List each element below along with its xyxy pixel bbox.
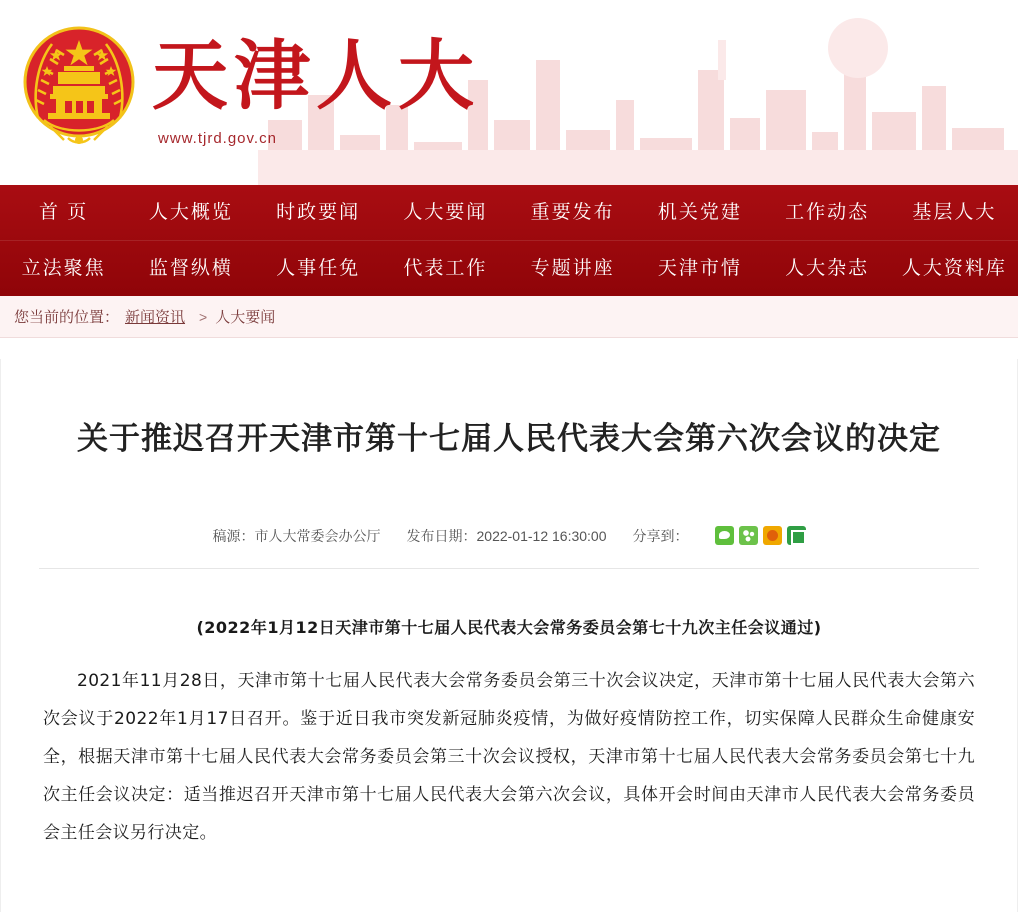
- nav-item-work-updates[interactable]: 工作动态: [785, 202, 870, 223]
- nav-item-supervision[interactable]: 监督纵横: [148, 258, 233, 279]
- national-emblem: [20, 22, 138, 152]
- article-meta: [39, 482, 979, 546]
- article-body: 2021年11月28日，天津市第十七届人民代表大会常务委员会第三十次会议决定，天津市第十七届人民代表大会第六次会议于2022年1月17日召开。鉴于近日我市突发新冠肺炎疫情，为做好疫情防控工作，切实保障人民群众生命健康安全，根据天津市第十七届人民代表大会常务委员会第三十次会议授权，天津市第十七届人民代表大会常务委员会第七十九次主任会议决定：适当推迟召开天津市第十七届人民代表大会第六次会议，具体开会时间由天津市人民代表大会常务委员会主任会议另行决定。: [43, 670, 975, 843]
- weibo-share-icon[interactable]: [739, 526, 758, 545]
- article-source-value: 市人大常委会办公厅: [254, 527, 381, 544]
- nav-row-primary: [0, 185, 1018, 240]
- wechat-share-icon[interactable]: [715, 526, 734, 545]
- main-navigation: [0, 185, 1018, 296]
- nav-item-magazine[interactable]: 人大杂志: [785, 258, 870, 279]
- nav-item-grassroots[interactable]: 基层人大: [912, 202, 997, 223]
- article-date: [407, 526, 607, 546]
- more-share-icon[interactable]: [787, 526, 806, 545]
- nav-item-current-affairs[interactable]: 时政要闻: [276, 202, 361, 223]
- nav-item-tianjin-profile[interactable]: 天津市情: [657, 258, 742, 279]
- site-title: 天津人大: [152, 31, 480, 120]
- nav-item-home[interactable]: 首 页: [38, 202, 89, 223]
- site-banner: [0, 0, 1018, 185]
- nav-item-important-releases[interactable]: 重要发布: [530, 202, 615, 223]
- page-title: 关于推迟召开天津市第十七届人民代表大会第六次会议的决定: [77, 420, 941, 457]
- article-source-label: 稿源：: [212, 527, 255, 544]
- share-icons: [715, 526, 806, 545]
- article-date-label: 发布日期：: [406, 527, 477, 544]
- article-container: [0, 359, 1018, 912]
- nav-item-lectures[interactable]: 专题讲座: [530, 258, 615, 279]
- nav-item-deputy-work[interactable]: 代表工作: [403, 258, 488, 279]
- breadcrumb-link-news[interactable]: 新闻资讯: [125, 309, 186, 326]
- nav-item-npc-news[interactable]: 人大要闻: [403, 202, 488, 223]
- breadcrumb-separator-icon: >: [199, 308, 208, 325]
- nav-item-overview[interactable]: 人大概览: [148, 202, 233, 223]
- breadcrumb: [0, 296, 1018, 338]
- breadcrumb-label: 您当前的位置：: [14, 309, 120, 326]
- nav-item-database[interactable]: 人大资料库: [901, 258, 1007, 279]
- nav-item-personnel[interactable]: 人事任免: [276, 258, 361, 279]
- article-subtitle: (2022年1月12日天津市第十七届人民代表大会常务委员会第七十九次主任会议通过): [196, 617, 822, 637]
- article-source: [213, 526, 381, 546]
- nav-row-secondary: [0, 240, 1018, 296]
- article-date-value: 2022-01-12 16:30:00: [476, 527, 607, 544]
- nav-item-party-building[interactable]: 机关党建: [657, 202, 742, 223]
- breadcrumb-current: 人大要闻: [215, 309, 276, 326]
- site-url: www.tjrd.gov.cn: [158, 130, 277, 147]
- qq-share-icon[interactable]: [763, 526, 782, 545]
- share-label: 分享到：: [632, 527, 689, 544]
- nav-item-legislation[interactable]: 立法聚焦: [21, 258, 106, 279]
